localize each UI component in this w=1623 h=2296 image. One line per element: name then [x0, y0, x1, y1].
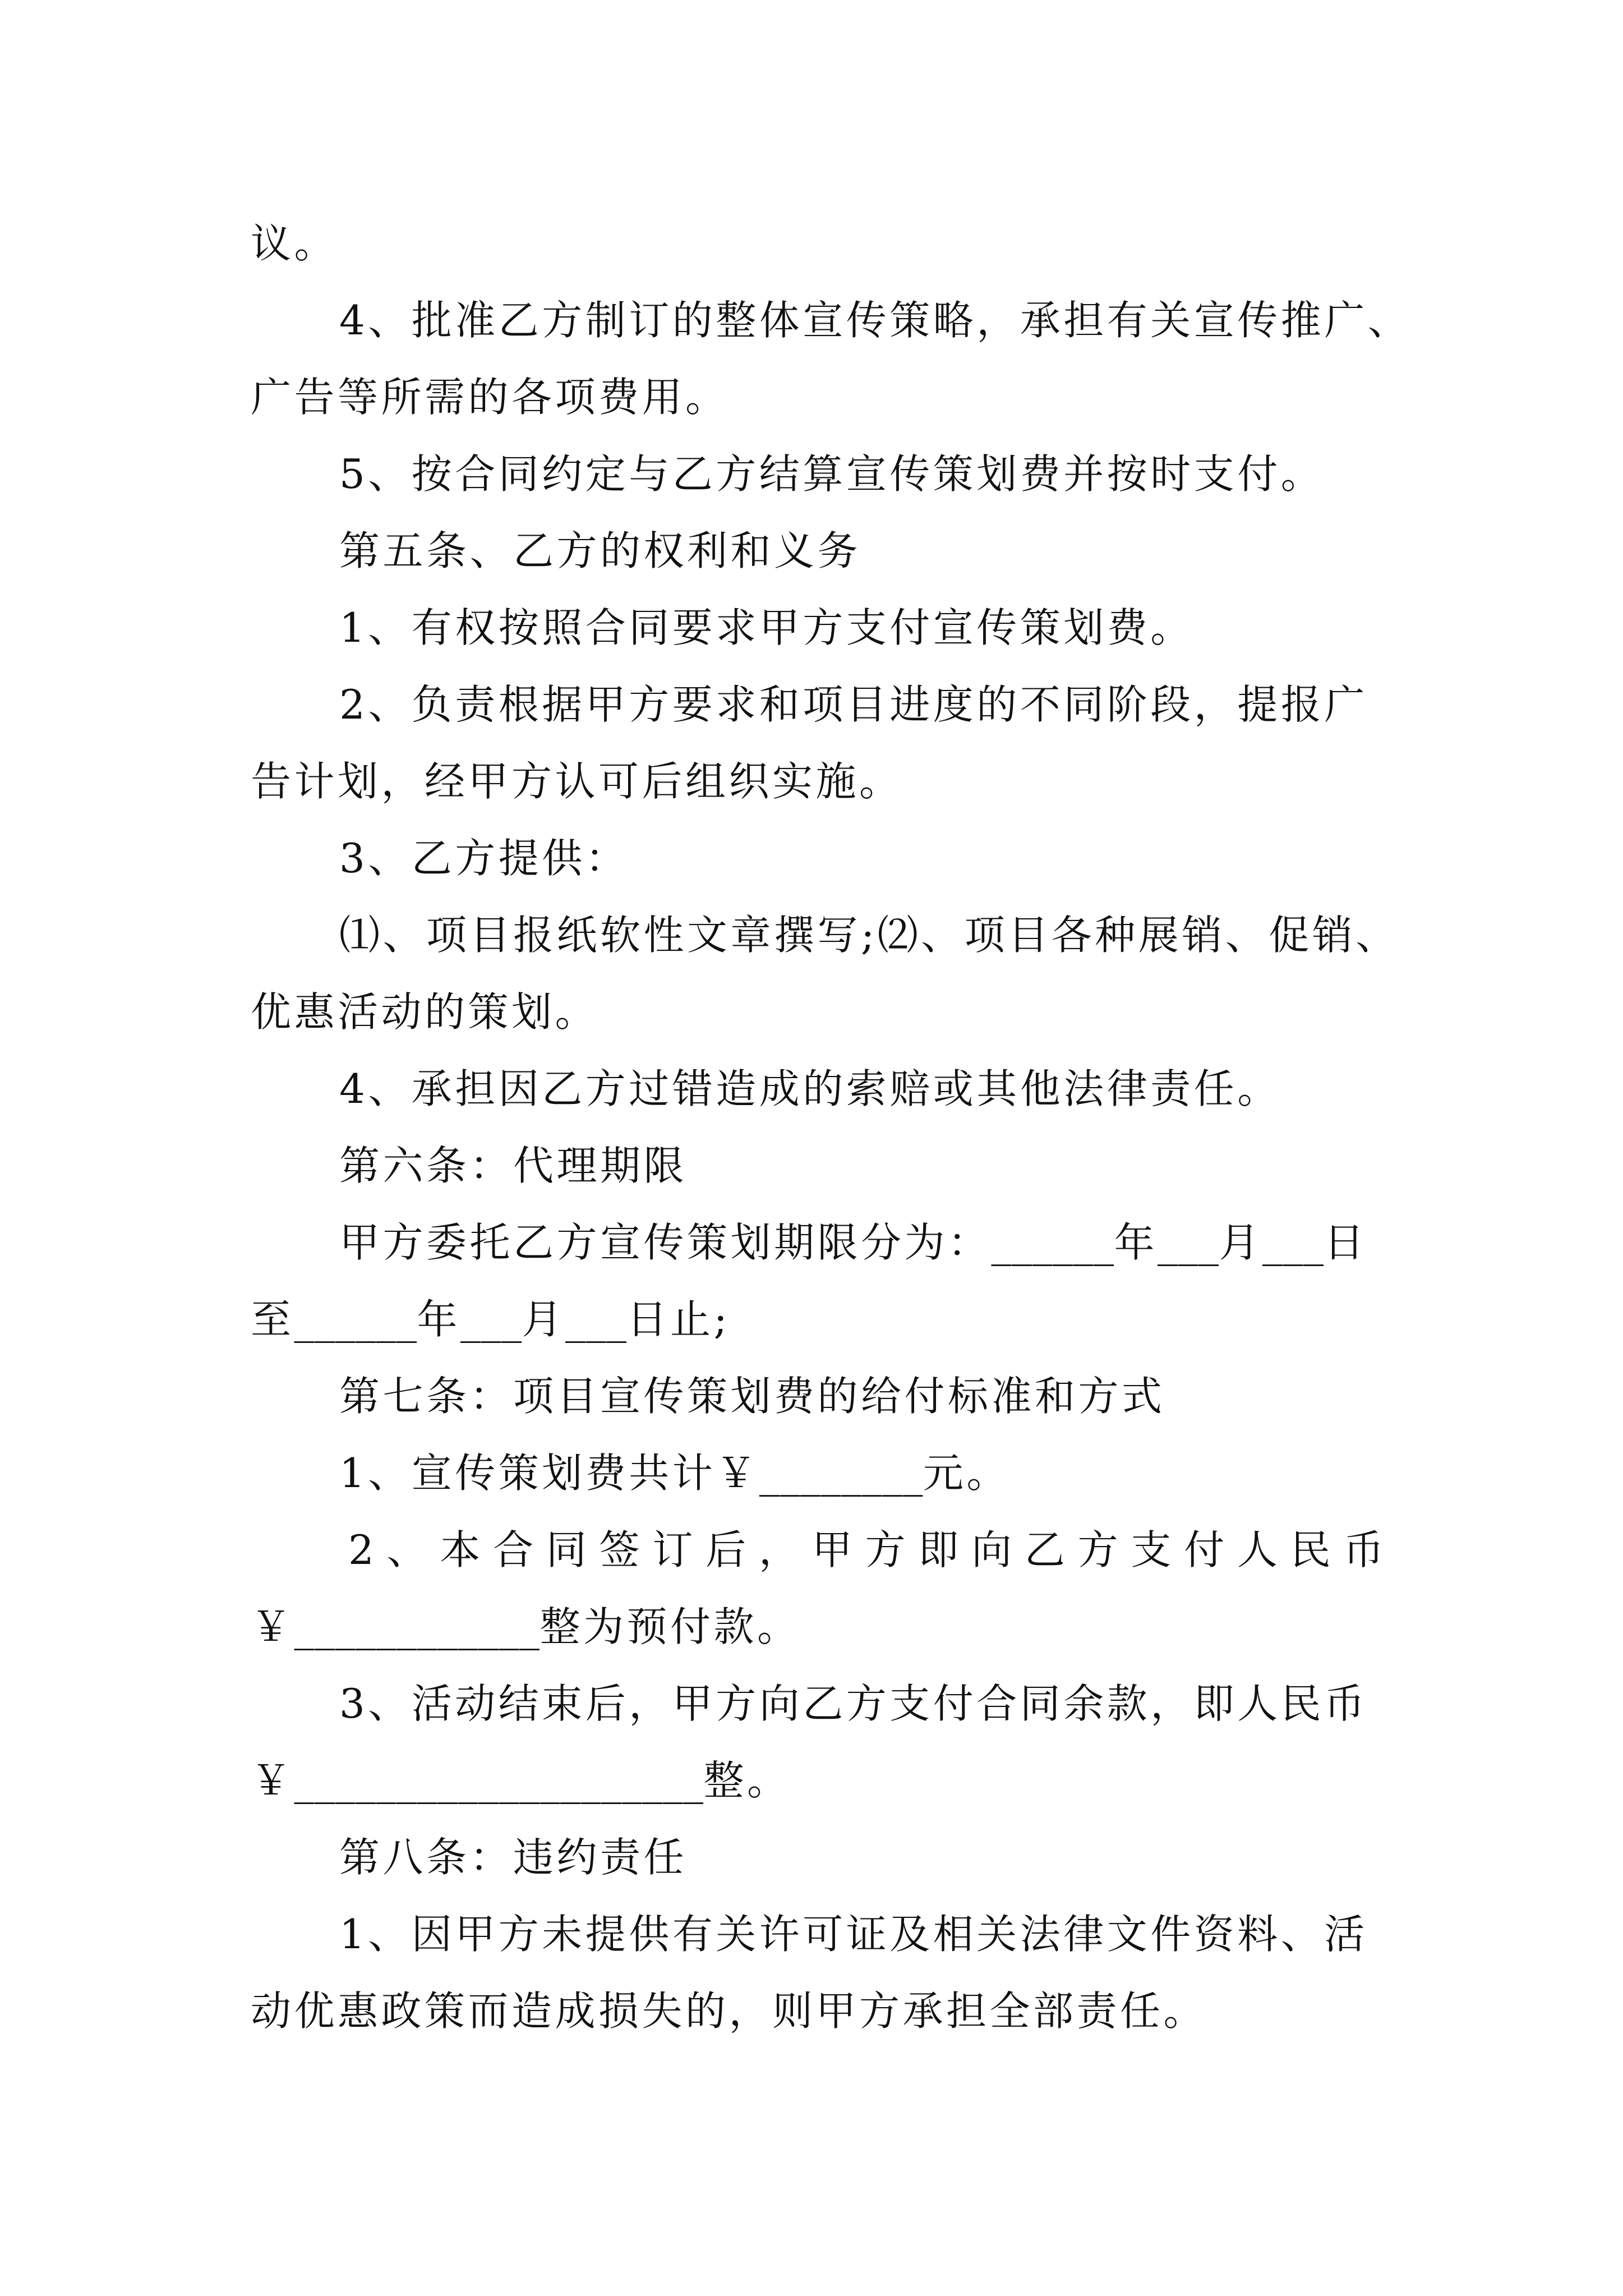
section-heading: [251, 513, 1428, 590]
paragraph-line: 5、按合同约定与乙方结算宣传策划费并按时支付。: [339, 450, 1325, 498]
paragraph-line: 3、乙方提供：: [339, 835, 629, 882]
section-heading-text: 第七条：项目宣传策划费的给付标准和方式: [339, 1373, 1165, 1420]
paragraph-line: 动优惠政策而造成损失的，则甲方承担全部责任。: [251, 1987, 1207, 2035]
section-heading-text: 第八条：违约责任: [339, 1834, 688, 1881]
section-heading: [251, 1128, 1428, 1204]
blank-underline: ___: [460, 1296, 522, 1343]
paragraph-line: 优惠活动的策划。: [251, 988, 599, 1036]
paragraph: [251, 1896, 1428, 2050]
blank-underline: ___: [1262, 1219, 1324, 1266]
paragraph-line: 告计划，经甲方认可后组织实施。: [251, 758, 903, 805]
paragraph-line: 甲方委托乙方宣传策划期限分为：______年___月___日: [339, 1219, 1368, 1266]
blank-underline: ___: [565, 1296, 627, 1343]
paragraph: [251, 436, 1428, 513]
paragraph-line: 4、批准乙方制订的整体宣传策略，承担有关宣传推广、: [339, 297, 1412, 344]
paragraph-line: 1、宣传策划费共计￥________元。: [339, 1450, 1010, 1497]
paragraph: [251, 282, 1428, 436]
paragraph-line: 1、有权按照合同要求甲方支付宣传策划费。: [339, 604, 1194, 651]
paragraph-line: ￥____________________整。: [251, 1757, 791, 1804]
paragraph: [251, 1435, 1428, 1512]
paragraph-line: ￥____________整为预付款。: [251, 1603, 801, 1650]
paragraph-line: 1、因甲方未提供有关许可证及相关法律文件资料、活: [339, 1911, 1368, 1958]
section-heading-text: 第五条、乙方的权利和义务: [339, 527, 861, 574]
paragraph-line: 2、负责根据甲方要求和项目进度的不同阶段，提报广: [339, 681, 1368, 728]
paragraph-line: 2、本合同签订后，甲方即向乙方支付人民币: [348, 1526, 1387, 1573]
paragraph: [251, 666, 1428, 820]
paragraph-line: 4、承担因乙方过错造成的索赔或其他法律责任。: [339, 1065, 1281, 1112]
blank-underline: ______: [294, 1296, 417, 1343]
blank-underline: ______: [991, 1219, 1114, 1266]
blank-underline: ____________: [294, 1603, 540, 1650]
blank-underline: ___: [1158, 1219, 1219, 1266]
paragraph: [251, 1051, 1428, 1128]
paragraph-line: ⑴、项目报纸软性文章撰写;⑵、项目各种展销、促销、: [339, 912, 1399, 959]
paragraph: [251, 1204, 1428, 1358]
paragraph-line: 3、活动结束后，甲方向乙方支付合同余款，即人民币: [339, 1680, 1368, 1727]
paragraph-line: 议。: [251, 220, 338, 267]
paragraph: [251, 1665, 1428, 1819]
paragraph-line: 广告等所需的各项费用。: [251, 374, 729, 421]
document-body: [251, 205, 1428, 2050]
paragraph: [251, 1512, 1428, 1665]
paragraph: [251, 897, 1428, 1051]
paragraph: [251, 820, 1428, 897]
blank-underline: ____________________: [294, 1757, 704, 1804]
section-heading-text: 第六条：代理期限: [339, 1142, 688, 1189]
paragraph-line: 至______年___月___日止;: [251, 1296, 731, 1343]
paragraph: [251, 590, 1428, 666]
section-heading: [251, 1819, 1428, 1896]
paragraph: [251, 205, 1428, 282]
blank-underline: ________: [759, 1450, 923, 1497]
section-heading: [251, 1358, 1428, 1435]
